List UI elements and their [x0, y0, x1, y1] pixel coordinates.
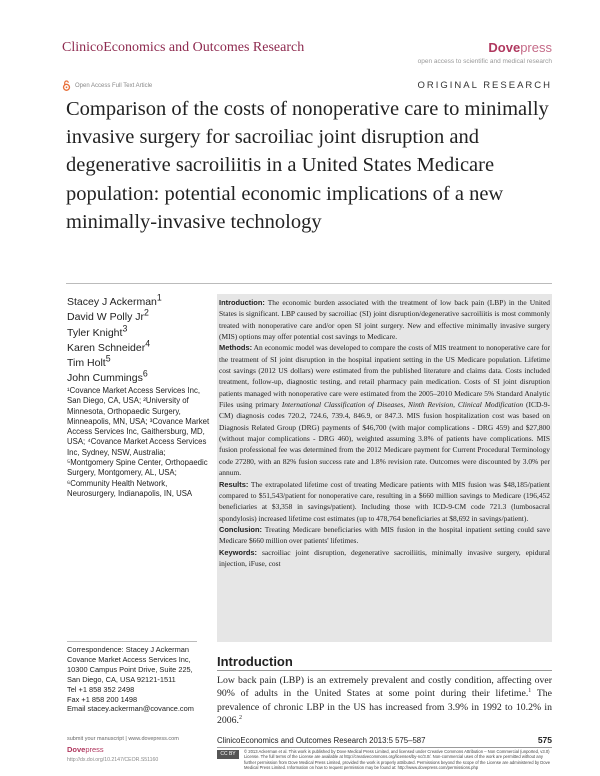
author: John Cummings$^6$ [67, 368, 148, 385]
author: Karen Schneider$^4$ [67, 338, 151, 354]
abstract-introduction: Introduction: The economic burden associated with the treatment of low back pain (LBP) in the United States is significant. LBP caused by sacroiliac (SI) joint disruption/degenerative sacroiliitis is most commonly treated with nonoperative care and/or open SI joint surgery. New and effective minimally invasive surgery (MIS) options may offer potential cost savings to Medicare. [219, 298, 550, 342]
email-link[interactable]: Email stacey.ackerman@covance.com [67, 704, 194, 714]
author: Tyler Knight$^3$ [67, 323, 128, 339]
footer-citation: ClinicoEconomics and Outcomes Research 2013:5 575–587 [217, 736, 426, 745]
footer-divider [217, 747, 552, 748]
section-heading-introduction: Introduction [217, 654, 293, 669]
title-divider [66, 283, 552, 284]
publisher-bold: Dove [488, 40, 521, 55]
publisher-tagline: open access to scientific and medical research [417, 58, 552, 65]
author-list [67, 292, 162, 387]
open-access-label [62, 80, 152, 91]
submit-link[interactable]: submit your manuscript | www.dovepress.com [67, 736, 179, 742]
citation-ref[interactable]: 1 [528, 688, 532, 695]
footer-publisher-logo: Dovepress [67, 745, 104, 754]
correspondence: Correspondence: Stacey J Ackerman Covance Market Access Services Inc, 10300 Campus Point Drive, Suite 225, San Diego, CA, USA 92121-1511 Tel +1 858 352 2498 Fax +1 858 200 1498 Email stacey.ackerman@covance.com [67, 645, 217, 714]
doi-link[interactable]: http://dx.doi.org/10.2147/CEOR.S51160 [67, 757, 159, 763]
correspondence-divider [67, 641, 197, 642]
author: Stacey J Ackerman$^1$ [67, 292, 162, 308]
abstract-conclusion: Conclusion: Treating Medicare beneficiaries with MIS fusion in the hospital inpatient setting could save Medicare $660 million over patients' lifetimes. [219, 524, 550, 546]
section-divider [217, 670, 552, 671]
page-number: 575 [537, 735, 552, 745]
license-text: © 2013 Ackerman et al. This work is published by Dove Medical Press Limited, and licensed under Creative Commons Attribution – Non Commercial (unported, v3.0) License. The full terms of the License are available at http://creativecommons.org/licenses/by-nc/3.0/. Non-commercial uses of the work are permitted without any further permission from Dove Medical Press Limited, provided the work is properly attributed. Permissions beyond the scope of the License are administered by Dove Medical Press Limited. Information on how to request permission may be found at: http://www.dovepress.com/permissions.php [244, 749, 551, 770]
affiliations: ¹Covance Market Access Services Inc, San Diego, CA, USA; ²University of Minnesota, Orthopaedic Surgery, Minneapolis, MN, USA; ³Covance Market Access Services Inc, Gaithersburg, MD, USA; ⁴Covance Market Access Services Inc, Sydney, NSW, Australia; ⁵Montgomery Spine Center, Orthopaedic Surgery, Montgomery, AL, USA; ⁶Community Health Network, Neurosurgery, Indianapolis, IN, USA [67, 386, 210, 498]
author: Tim Holt$^5$ [67, 353, 111, 370]
article-type: ORIGINAL RESEARCH [417, 80, 552, 91]
publisher-logo[interactable] [488, 40, 552, 55]
abstract-results: Results: The extrapolated lifetime cost of treating Medicare patients with MIS fusion was $48,185/patient compared to $51,543/patient for nonoperative care, resulting in a $660 million savings to Medicare (196,452 beneficiaries at $3,358 in savings/patient). Including those with ICD-9-CM code 721.3 (lumbosacral spondylosis) increased lifetime cost estimates (up to 478,764 beneficiaries at $8,692 in savings/patient). [219, 479, 550, 523]
abstract-methods: Methods: An economic model was developed to compare the costs of MIS treatment to nonoperative care for the treatment of SI joint disruption in the hospital inpatient setting in the US Medicare population. Lifetime cost savings (2012 US dollars) were estimated from the published literature and claims data. Costs included treatment, follow-up, diagnostic testing, and retail pharmacy pain medication. Costs of SI joint disruption patients managed with nonoperative care were estimated from the 2005–2010 Medicare 5% Standard Analytic Files using primary International Classification of Diseases, Ninth Revision, Clinical Modification (ICD-9-CM) diagnosis codes 720.2, 724.6, 739.4, 846.9, or 847.3. MIS fusion hospitalization cost was based on Diagnosis Related Group (DRG) payments of $46,700 (with major complications - DRG 459) and $27,800 (without major complications - DRG 460), weighted assuming 3.8% of patients have complications. MIS fusion professional fee was determined from the 2012 Medicare payment for Current Procedural Terminology code 27280, with an 82% fusion success rate and 1.8% revision rate. Outcomes were discounted by 3.0% per annum. [219, 343, 551, 478]
open-access-text: Open Access Full Text Article [75, 82, 153, 89]
abstract-keywords: Keywords: sacroiliac joint disruption, degenerative sacroiliitis, minimally invasive surgery, epidural injection, iFuse, cost [219, 547, 550, 568]
journal-name: ClinicoEconomics and Outcomes Research [62, 40, 305, 55]
citation-ref[interactable]: 2 [238, 714, 242, 721]
abstract [217, 297, 552, 569]
author: David W Polly Jr$^2$ [67, 307, 149, 324]
introduction-text: Low back pain (LBP) is an extremely prevalent and costly condition, affecting over 90% of adults in the United States at some point during their lifetime.$^1$ The prevalence of chronic LBP in the US has increased from 3.9% in 1992 to 10.2% in 2006.$^2$ [217, 675, 552, 727]
open-access-icon [62, 80, 71, 91]
article-title: Comparison of the costs of nonoperative care to minimally invasive surgery for sacroiliac joint disruption and degenerative sacroiliitis in a United States Medicare population: potential economic implications of a new minimally-invasive technology [66, 98, 549, 233]
cc-license-badge[interactable]: CC BY NC [217, 750, 239, 759]
publisher-light: press [520, 40, 552, 55]
